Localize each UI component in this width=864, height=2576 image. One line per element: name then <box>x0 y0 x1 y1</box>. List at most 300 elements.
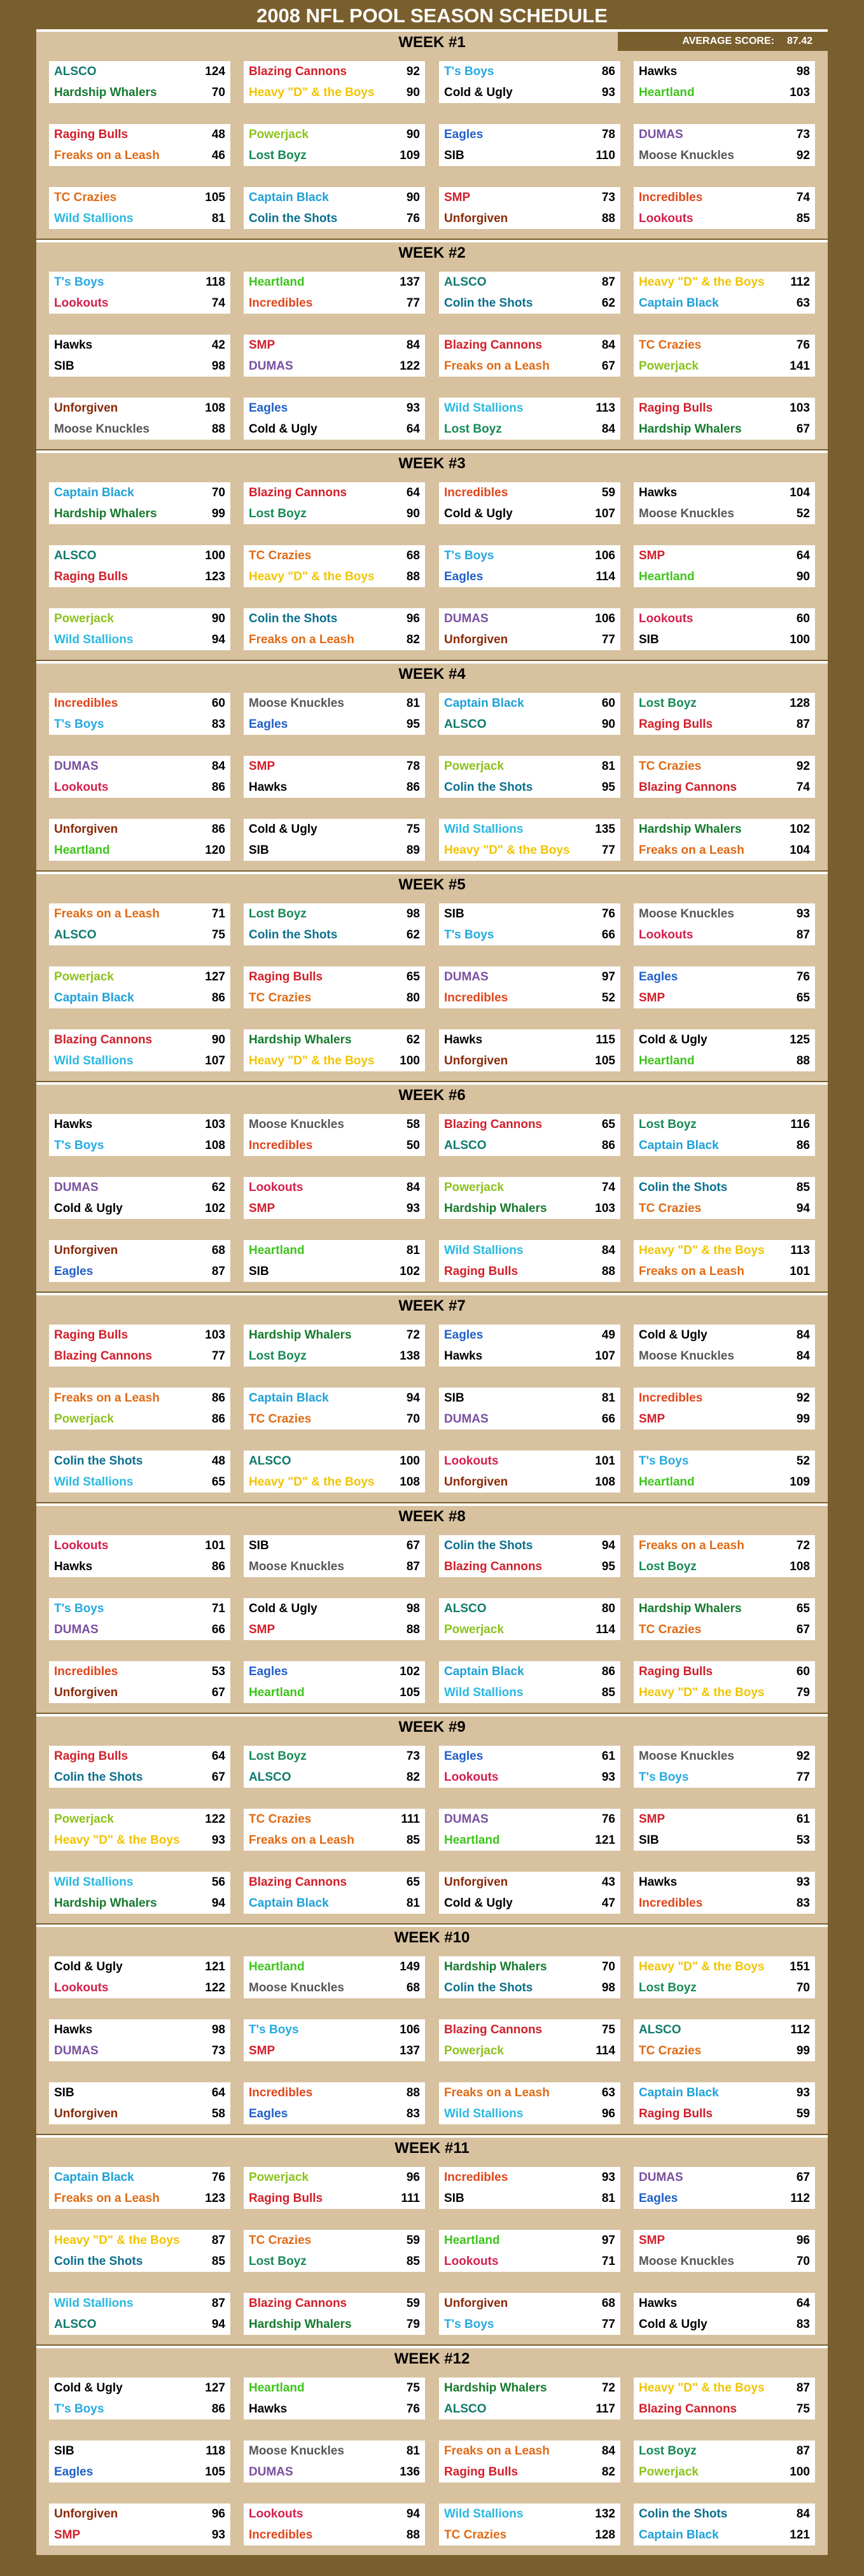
team-name: Heavy "D" & the Boys <box>54 2234 180 2247</box>
team-score: 62 <box>406 1033 420 1047</box>
match-row <box>244 1893 425 1914</box>
match-row <box>244 1535 425 1556</box>
team-name: SIB <box>54 2086 74 2099</box>
week-title: WEEK #8 <box>398 1508 466 1525</box>
match-row <box>634 1409 815 1430</box>
match-card <box>244 2503 425 2545</box>
team-score: 95 <box>406 718 420 731</box>
match-row <box>439 82 620 103</box>
team-score: 90 <box>406 507 420 520</box>
match-row <box>49 1388 230 1409</box>
team-score: 90 <box>601 718 615 731</box>
team-name: TC Crazies <box>639 1202 702 1215</box>
team-name: Blazing Cannons <box>54 1033 153 1047</box>
team-name: Wild Stallions <box>54 1876 134 1889</box>
team-score: 49 <box>601 1328 615 1342</box>
match-row <box>49 1261 230 1282</box>
match-row <box>244 2398 425 2419</box>
team-score: 100 <box>205 549 225 562</box>
match-card <box>439 2167 620 2209</box>
team-name: Hawks <box>249 2402 288 2416</box>
team-name: Lost Boyz <box>249 907 307 921</box>
match-card <box>439 398 620 440</box>
match-row <box>439 145 620 166</box>
match-row <box>439 2082 620 2103</box>
match-row <box>244 2040 425 2061</box>
match-card <box>244 1451 425 1493</box>
match-row <box>634 1598 815 1619</box>
team-score: 108 <box>205 401 225 415</box>
match-card <box>49 545 230 587</box>
match-card <box>439 272 620 314</box>
team-score: 108 <box>400 1475 420 1489</box>
team-score: 96 <box>211 2507 225 2521</box>
team-score: 92 <box>796 149 810 162</box>
team-score: 124 <box>205 65 225 78</box>
match-row <box>49 1409 230 1430</box>
team-name: Incredibles <box>249 296 313 310</box>
match-card <box>439 2019 620 2061</box>
team-name: Heartland <box>249 1244 305 1257</box>
match-row <box>244 1661 425 1682</box>
team-score: 88 <box>796 1054 810 1068</box>
team-score: 88 <box>406 570 420 583</box>
match-row <box>244 2082 425 2103</box>
match-row <box>634 356 815 377</box>
match-row <box>634 629 815 650</box>
team-score: 114 <box>596 570 615 583</box>
week-block <box>36 240 828 449</box>
match-card <box>244 966 425 1008</box>
team-score: 122 <box>400 359 420 373</box>
match-row <box>439 777 620 798</box>
team-score: 93 <box>601 1771 615 1784</box>
match-row <box>634 2230 815 2251</box>
team-name: Hawks <box>639 2297 678 2310</box>
team-score: 141 <box>790 359 810 373</box>
team-score: 93 <box>796 2086 810 2099</box>
team-score: 66 <box>601 1412 615 1426</box>
team-score: 98 <box>211 359 225 373</box>
team-score: 112 <box>790 275 810 289</box>
match-row <box>49 335 230 356</box>
match-row <box>439 1388 620 1409</box>
team-score: 99 <box>796 2044 810 2057</box>
team-name: Colin the Shots <box>54 1454 143 1468</box>
team-score: 94 <box>211 1897 225 1910</box>
match-card <box>244 1746 425 1788</box>
team-name: Lost Boyz <box>639 697 697 710</box>
team-score: 96 <box>406 612 420 625</box>
match-row <box>439 398 620 419</box>
team-name: Moose Knuckles <box>249 1118 344 1131</box>
match-row <box>439 2293 620 2314</box>
team-name: SMP <box>639 991 665 1005</box>
team-score: 71 <box>211 1602 225 1615</box>
match-row <box>634 2503 815 2524</box>
team-score: 87 <box>601 275 615 289</box>
team-name: Cold & Ugly <box>444 507 513 520</box>
team-name: Lookouts <box>54 1981 109 1995</box>
match-row <box>439 966 620 987</box>
team-name: ALSCO <box>54 65 97 78</box>
match-row <box>49 1956 230 1977</box>
team-score: 95 <box>601 1560 615 1573</box>
team-score: 106 <box>595 549 615 562</box>
team-name: Unforgiven <box>54 1686 118 1699</box>
match-row <box>49 693 230 714</box>
team-score: 113 <box>596 401 615 415</box>
team-name: T's Boys <box>444 65 494 78</box>
team-score: 64 <box>406 422 420 436</box>
team-score: 99 <box>211 507 225 520</box>
match-row <box>49 987 230 1008</box>
team-score: 82 <box>406 1771 420 1784</box>
match-row <box>439 987 620 1008</box>
team-score: 64 <box>796 2297 810 2310</box>
team-name: Colin the Shots <box>54 1771 143 1784</box>
team-name: DUMAS <box>54 1181 99 1194</box>
team-score: 73 <box>211 2044 225 2057</box>
match-card <box>439 1451 620 1493</box>
team-name: Blazing Cannons <box>249 2297 347 2310</box>
team-name: Blazing Cannons <box>444 2023 543 2036</box>
team-score: 75 <box>406 2381 420 2395</box>
team-name: Unforgiven <box>54 401 118 415</box>
match-card <box>634 1177 815 1219</box>
team-name: TC Crazies <box>54 191 117 204</box>
match-row <box>439 2314 620 2335</box>
team-score: 52 <box>796 507 810 520</box>
team-score: 84 <box>601 1244 615 1257</box>
team-name: Hawks <box>639 1876 678 1889</box>
match-row <box>634 1177 815 1198</box>
match-row <box>439 2103 620 2124</box>
team-score: 76 <box>796 970 810 984</box>
team-score: 68 <box>406 1981 420 1995</box>
match-card <box>244 335 425 377</box>
team-score: 64 <box>406 486 420 499</box>
match-row <box>634 1451 815 1472</box>
team-name: Powerjack <box>444 760 504 773</box>
match-card <box>49 2378 230 2419</box>
match-row <box>244 2293 425 2314</box>
team-name: TC Crazies <box>444 2528 507 2542</box>
team-score: 81 <box>406 1897 420 1910</box>
match-row <box>634 2378 815 2398</box>
match-card <box>244 2230 425 2272</box>
match-card <box>634 819 815 861</box>
match-card <box>439 124 620 166</box>
match-row <box>49 2293 230 2314</box>
team-score: 118 <box>206 275 225 289</box>
match-row <box>244 145 425 166</box>
team-name: Unforgiven <box>54 2107 118 2120</box>
team-score: 90 <box>406 191 420 204</box>
match-row <box>244 1388 425 1409</box>
team-name: T's Boys <box>249 2023 299 2036</box>
team-name: Captain Black <box>54 2171 134 2184</box>
team-score: 102 <box>400 1665 420 1678</box>
match-row <box>244 2167 425 2188</box>
team-name: Hawks <box>54 1118 93 1131</box>
match-row <box>634 1661 815 1682</box>
team-score: 123 <box>205 570 225 583</box>
match-row <box>634 903 815 924</box>
team-name: Unforgiven <box>444 633 508 646</box>
match-row <box>244 187 425 208</box>
team-score: 114 <box>596 1623 615 1636</box>
team-score: 81 <box>211 212 225 225</box>
team-name: Wild Stallions <box>54 1054 134 1068</box>
team-name: ALSCO <box>444 718 487 731</box>
team-score: 76 <box>406 2402 420 2416</box>
team-name: Raging Bulls <box>54 570 129 583</box>
week-block <box>36 2135 828 2344</box>
team-score: 151 <box>790 1960 810 1974</box>
team-name: SMP <box>639 549 665 562</box>
team-name: Freaks on a Leash <box>639 844 744 857</box>
team-score: 122 <box>205 1981 225 1995</box>
match-row <box>49 1325 230 1346</box>
team-name: SMP <box>249 1623 275 1636</box>
team-name: Heavy "D" & the Boys <box>639 1244 765 1257</box>
team-score: 72 <box>796 1539 810 1552</box>
match-card <box>49 1809 230 1851</box>
team-score: 76 <box>211 2171 225 2184</box>
team-name: DUMAS <box>444 1813 489 1826</box>
team-score: 96 <box>601 2107 615 2120</box>
team-score: 103 <box>790 401 810 415</box>
match-card <box>439 482 620 524</box>
average-score-value: 87.42 <box>786 36 812 46</box>
team-score: 67 <box>796 422 810 436</box>
team-score: 67 <box>601 359 615 373</box>
team-score: 103 <box>595 1202 615 1215</box>
match-card <box>634 1661 815 1703</box>
team-score: 66 <box>601 928 615 942</box>
team-score: 42 <box>211 338 225 352</box>
match-card <box>439 1240 620 1282</box>
team-name: Wild Stallions <box>444 401 524 415</box>
team-name: Captain Black <box>249 191 329 204</box>
match-card <box>439 1114 620 1156</box>
team-name: SIB <box>639 1834 659 1847</box>
team-name: Lookouts <box>639 612 693 625</box>
team-name: Hardship Whalers <box>444 1202 547 1215</box>
team-score: 90 <box>211 1033 225 1047</box>
team-score: 118 <box>206 2444 225 2458</box>
team-name: Captain Black <box>639 1139 719 1152</box>
team-score: 88 <box>406 1623 420 1636</box>
team-score: 94 <box>211 2318 225 2331</box>
team-score: 121 <box>205 1960 225 1974</box>
match-row <box>634 777 815 798</box>
team-name: Freaks on a Leash <box>444 359 550 373</box>
match-row <box>634 398 815 419</box>
match-row <box>634 82 815 103</box>
team-score: 77 <box>601 844 615 857</box>
team-score: 86 <box>211 823 225 836</box>
match-row <box>244 840 425 861</box>
match-row <box>439 1661 620 1682</box>
match-row <box>439 208 620 229</box>
team-name: Freaks on a Leash <box>54 1391 160 1405</box>
team-score: 73 <box>406 1750 420 1763</box>
team-score: 64 <box>796 549 810 562</box>
team-name: Freaks on a Leash <box>54 149 160 162</box>
team-name: Moose Knuckles <box>639 507 734 520</box>
match-row <box>49 1198 230 1219</box>
match-card <box>439 1388 620 1430</box>
team-name: Eagles <box>54 2465 94 2479</box>
team-score: 59 <box>406 2297 420 2310</box>
match-row <box>634 1050 815 1071</box>
team-name: Hardship Whalers <box>639 422 742 436</box>
week-block <box>36 1293 828 1502</box>
team-name: Lookouts <box>444 1454 499 1468</box>
team-score: 87 <box>211 2234 225 2247</box>
match-row <box>244 2461 425 2482</box>
team-score: 113 <box>790 1244 810 1257</box>
team-name: T's Boys <box>639 1454 689 1468</box>
team-name: TC Crazies <box>249 2234 312 2247</box>
match-row <box>634 545 815 566</box>
team-score: 93 <box>601 2171 615 2184</box>
match-row <box>49 545 230 566</box>
match-card <box>244 482 425 524</box>
team-name: T's Boys <box>444 549 494 562</box>
match-card <box>244 2440 425 2482</box>
match-row <box>49 756 230 777</box>
match-row <box>634 1535 815 1556</box>
team-name: Eagles <box>54 1265 94 1278</box>
team-name: Lost Boyz <box>639 1560 697 1573</box>
week-block <box>36 1503 828 1713</box>
match-card <box>634 272 815 314</box>
match-card <box>634 1451 815 1493</box>
team-name: DUMAS <box>639 128 683 141</box>
match-card <box>634 1114 815 1156</box>
team-score: 109 <box>790 1475 810 1489</box>
team-score: 103 <box>205 1328 225 1342</box>
match-row <box>49 1556 230 1577</box>
match-card <box>634 124 815 166</box>
match-row <box>244 419 425 440</box>
match-row <box>244 2524 425 2545</box>
team-name: SIB <box>639 633 659 646</box>
team-name: Blazing Cannons <box>639 2402 737 2416</box>
match-card <box>439 756 620 798</box>
team-score: 84 <box>406 1181 420 1194</box>
match-card <box>49 1325 230 1367</box>
match-card <box>634 1598 815 1640</box>
match-row <box>634 2251 815 2272</box>
match-card <box>244 2293 425 2335</box>
team-score: 86 <box>211 991 225 1005</box>
team-name: Powerjack <box>54 970 114 984</box>
match-card <box>49 1240 230 1282</box>
match-row <box>49 1872 230 1893</box>
team-name: Incredibles <box>54 697 118 710</box>
match-row <box>49 2019 230 2040</box>
week-block <box>36 661 828 870</box>
match-row <box>49 1346 230 1367</box>
match-row <box>439 1325 620 1346</box>
team-score: 48 <box>211 128 225 141</box>
team-score: 86 <box>211 1412 225 1426</box>
match-row <box>634 124 815 145</box>
match-row <box>244 2019 425 2040</box>
team-name: Lookouts <box>54 1539 109 1552</box>
team-name: Heavy "D" & the Boys <box>249 1475 375 1489</box>
team-score: 88 <box>211 422 225 436</box>
match-row <box>49 208 230 229</box>
team-score: 72 <box>406 1328 420 1342</box>
match-row <box>439 124 620 145</box>
match-row <box>244 1325 425 1346</box>
team-name: T's Boys <box>54 2402 104 2416</box>
match-row <box>49 777 230 798</box>
team-score: 81 <box>601 760 615 773</box>
team-name: Incredibles <box>54 1665 118 1678</box>
team-score: 101 <box>595 1454 615 1468</box>
match-row <box>244 1198 425 1219</box>
team-score: 61 <box>796 1813 810 1826</box>
match-row <box>244 208 425 229</box>
team-score: 98 <box>211 2023 225 2036</box>
match-row <box>244 777 425 798</box>
team-score: 95 <box>601 781 615 794</box>
match-row <box>634 2398 815 2419</box>
team-score: 86 <box>406 781 420 794</box>
match-row <box>244 714 425 735</box>
team-name: Heavy "D" & the Boys <box>639 275 765 289</box>
match-row <box>49 629 230 650</box>
match-row <box>439 503 620 524</box>
team-name: Wild Stallions <box>54 1475 134 1489</box>
match-row <box>244 1956 425 1977</box>
match-card <box>634 335 815 377</box>
match-row <box>244 903 425 924</box>
match-row <box>634 1325 815 1346</box>
match-row <box>49 2251 230 2272</box>
match-row <box>244 1619 425 1640</box>
match-row <box>244 693 425 714</box>
match-card <box>49 2230 230 2272</box>
team-score: 86 <box>211 781 225 794</box>
match-row <box>634 1346 815 1367</box>
match-card <box>49 1746 230 1788</box>
team-name: Lost Boyz <box>249 149 307 162</box>
team-name: SIB <box>444 907 464 921</box>
team-score: 112 <box>790 2192 810 2205</box>
team-name: Incredibles <box>444 486 508 499</box>
team-name: Heartland <box>444 1834 500 1847</box>
match-row <box>634 1135 815 1156</box>
team-name: Colin the Shots <box>249 612 338 625</box>
team-score: 68 <box>601 2297 615 2310</box>
team-name: Powerjack <box>54 1813 114 1826</box>
team-score: 80 <box>601 1602 615 1615</box>
team-score: 84 <box>796 2507 810 2521</box>
match-card <box>244 2378 425 2419</box>
team-score: 73 <box>796 128 810 141</box>
team-name: Blazing Cannons <box>444 1118 543 1131</box>
match-card <box>49 335 230 377</box>
match-row <box>49 714 230 735</box>
match-row <box>439 482 620 503</box>
